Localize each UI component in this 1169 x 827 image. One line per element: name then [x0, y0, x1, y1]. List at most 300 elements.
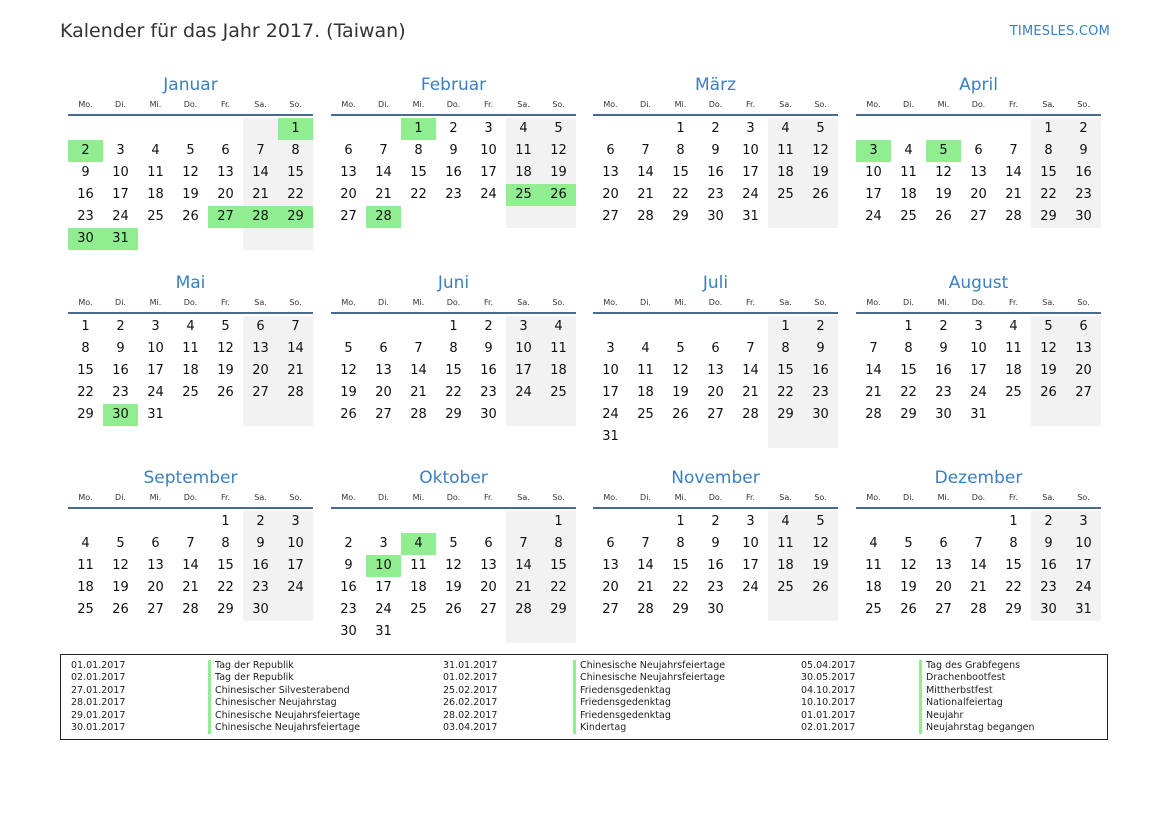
- weekday-label: Do.: [708, 493, 723, 502]
- day-cell: 8: [414, 143, 423, 158]
- weekday-label: Di.: [115, 100, 126, 109]
- empty-cell: [471, 511, 506, 533]
- day-cell: 30: [1066, 206, 1101, 228]
- day-cell: 7: [186, 536, 195, 551]
- empty-cell: [173, 404, 208, 426]
- day-cell: 22: [672, 187, 689, 202]
- day-cell: 22: [278, 184, 313, 206]
- day-cell: 6: [974, 143, 983, 158]
- empty-cell: [926, 511, 961, 533]
- weekday-label: Do.: [446, 493, 461, 502]
- day-cell: 4: [869, 536, 878, 551]
- day-grid: [331, 316, 576, 426]
- weekday-label: Do.: [183, 493, 198, 502]
- month-block: [856, 72, 1101, 228]
- day-cell: 4: [1009, 319, 1018, 334]
- weekday-label: Mi.: [937, 100, 950, 109]
- month-name: März: [695, 75, 736, 95]
- weekday-label: Di.: [903, 298, 914, 307]
- day-cell: 14: [637, 558, 654, 573]
- day-cell: 2: [243, 511, 278, 533]
- empty-cell: [138, 118, 173, 140]
- day-cell: 7: [414, 341, 423, 356]
- day-cell: 14: [1005, 165, 1022, 180]
- day-cell: 20: [243, 360, 278, 382]
- day-cell: 12: [900, 558, 917, 573]
- empty-cell: [926, 118, 961, 140]
- weekday-label: Di.: [378, 298, 389, 307]
- day-cell: 7: [746, 341, 755, 356]
- weekday-label: Mo.: [603, 298, 618, 307]
- weekday-label: So.: [1077, 298, 1090, 307]
- day-cell: 28: [970, 602, 987, 617]
- day-cell: 20: [375, 385, 392, 400]
- day-cell: 17: [970, 363, 987, 378]
- day-cell: 19: [541, 162, 576, 184]
- day-cell: 27: [375, 407, 392, 422]
- empty-cell: [173, 228, 208, 250]
- empty-cell: [103, 118, 138, 140]
- day-cell: 10: [602, 363, 619, 378]
- day-cell: 23: [340, 602, 357, 617]
- day-cell: 21: [182, 580, 199, 595]
- day-cell: 28: [182, 602, 199, 617]
- weekday-header: [331, 98, 576, 116]
- day-cell: 6: [939, 536, 948, 551]
- empty-cell: [331, 316, 366, 338]
- day-cell: 30: [1031, 599, 1066, 621]
- day-cell: 25: [768, 184, 803, 206]
- legend-date: 29.01.2017: [71, 709, 126, 721]
- day-cell: 21: [506, 577, 541, 599]
- day-cell: 21: [865, 385, 882, 400]
- legend-holiday-name: Neujahrstag begangen: [919, 722, 1035, 734]
- day-cell: 14: [506, 555, 541, 577]
- day-cell: 3: [974, 319, 983, 334]
- legend-holiday-name: Friedensgedenktag: [573, 710, 725, 722]
- day-cell: 9: [939, 341, 948, 356]
- day-cell: 18: [768, 162, 803, 184]
- legend-holiday-name: Friedensgedenktag: [573, 685, 725, 697]
- empty-cell: [541, 206, 576, 228]
- legend-holiday-name: Tag der Republik: [208, 660, 360, 672]
- day-cell: 24: [970, 385, 987, 400]
- empty-cell: [733, 426, 768, 448]
- empty-cell: [138, 511, 173, 533]
- weekday-label: Do.: [971, 298, 986, 307]
- day-cell: 16: [707, 558, 724, 573]
- day-cell: 18: [1005, 363, 1022, 378]
- empty-cell: [541, 404, 576, 426]
- weekday-label: Mi.: [937, 493, 950, 502]
- day-cell: 27: [480, 602, 497, 617]
- empty-cell: [401, 316, 436, 338]
- day-cell: 21: [243, 184, 278, 206]
- empty-cell: [733, 599, 768, 621]
- day-cell: 22: [1005, 580, 1022, 595]
- day-cell: 21: [278, 360, 313, 382]
- day-cell: 26: [935, 209, 952, 224]
- day-cell: 28: [742, 407, 759, 422]
- day-cell: 15: [445, 363, 462, 378]
- day-cell: 15: [1005, 558, 1022, 573]
- empty-cell: [436, 206, 471, 228]
- day-cell: 7: [243, 140, 278, 162]
- day-cell: 3: [606, 341, 615, 356]
- day-cell: 14: [970, 558, 987, 573]
- brand-link[interactable]: TIMESLES.COM: [1009, 24, 1110, 39]
- month-name: Oktober: [419, 468, 488, 488]
- day-cell: 16: [935, 363, 952, 378]
- day-cell: 12: [112, 558, 129, 573]
- legend-name-column: [208, 660, 360, 734]
- day-cell: 17: [278, 555, 313, 577]
- weekday-label: Fr.: [745, 493, 756, 502]
- day-cell: 11: [541, 338, 576, 360]
- weekday-label: Mo.: [341, 100, 356, 109]
- legend-date: 04.10.2017: [801, 684, 856, 696]
- day-cell: 28: [243, 206, 278, 228]
- day-cell: 27: [707, 407, 724, 422]
- weekday-label: Fr.: [483, 100, 494, 109]
- day-cell: 7: [641, 143, 650, 158]
- day-cell: 30: [707, 602, 724, 617]
- empty-cell: [856, 316, 891, 338]
- day-grid: [68, 118, 313, 250]
- day-cell: 22: [410, 187, 427, 202]
- weekday-label: So.: [289, 493, 302, 502]
- day-cell: 17: [1066, 555, 1101, 577]
- empty-cell: [891, 118, 926, 140]
- weekday-label: Sa.: [1042, 298, 1055, 307]
- day-cell: 23: [112, 385, 129, 400]
- day-cell: 31: [970, 407, 987, 422]
- legend-date-column: [71, 660, 125, 734]
- day-cell: 2: [68, 140, 103, 162]
- empty-cell: [961, 118, 996, 140]
- month-block: [856, 270, 1101, 426]
- empty-cell: [593, 316, 628, 338]
- day-cell: 14: [182, 558, 199, 573]
- day-cell: 2: [449, 121, 458, 136]
- empty-cell: [331, 118, 366, 140]
- legend-holiday-name: Neujahr: [919, 710, 1035, 722]
- day-cell: 4: [541, 316, 576, 338]
- day-cell: 13: [340, 165, 357, 180]
- day-cell: 25: [900, 209, 917, 224]
- month-block: [593, 270, 838, 448]
- day-cell: 2: [939, 319, 948, 334]
- empty-cell: [803, 599, 838, 621]
- day-cell: 5: [803, 118, 838, 140]
- day-cell: 21: [375, 187, 392, 202]
- day-cell: 1: [221, 514, 230, 529]
- day-cell: 21: [970, 580, 987, 595]
- day-cell: 28: [366, 206, 401, 228]
- empty-cell: [331, 511, 366, 533]
- day-cell: 29: [541, 599, 576, 621]
- day-cell: 26: [182, 209, 199, 224]
- day-cell: 19: [900, 580, 917, 595]
- day-cell: 12: [803, 140, 838, 162]
- day-cell: 9: [81, 165, 90, 180]
- day-cell: 24: [1066, 577, 1101, 599]
- empty-cell: [1031, 404, 1066, 426]
- day-cell: 6: [243, 316, 278, 338]
- empty-cell: [243, 404, 278, 426]
- weekday-label: Mi.: [674, 298, 687, 307]
- empty-cell: [366, 511, 401, 533]
- day-cell: 23: [803, 382, 838, 404]
- weekday-label: Di.: [903, 100, 914, 109]
- weekday-label: Mi.: [674, 493, 687, 502]
- day-cell: 14: [865, 363, 882, 378]
- weekday-label: Mi.: [149, 298, 162, 307]
- day-cell: 24: [742, 580, 759, 595]
- empty-cell: [628, 511, 663, 533]
- day-cell: 20: [602, 580, 619, 595]
- day-cell: 12: [182, 165, 199, 180]
- day-cell: 20: [147, 580, 164, 595]
- day-cell: 26: [541, 184, 576, 206]
- day-cell: 6: [151, 536, 160, 551]
- day-cell: 27: [243, 382, 278, 404]
- day-cell: 18: [541, 360, 576, 382]
- day-cell: 18: [865, 580, 882, 595]
- day-cell: 19: [112, 580, 129, 595]
- day-cell: 3: [746, 514, 755, 529]
- day-cell: 6: [221, 143, 230, 158]
- empty-cell: [593, 511, 628, 533]
- day-cell: 6: [711, 341, 720, 356]
- day-cell: 24: [742, 187, 759, 202]
- day-cell: 6: [1066, 316, 1101, 338]
- day-grid: [593, 511, 838, 621]
- day-cell: 2: [116, 319, 125, 334]
- weekday-label: Mo.: [866, 100, 881, 109]
- empty-cell: [366, 118, 401, 140]
- day-cell: 15: [672, 165, 689, 180]
- empty-cell: [436, 621, 471, 643]
- day-cell: 8: [541, 533, 576, 555]
- weekday-label: So.: [289, 100, 302, 109]
- day-cell: 23: [243, 577, 278, 599]
- day-cell: 10: [278, 533, 313, 555]
- day-cell: 20: [970, 187, 987, 202]
- legend-holiday-name: Chinesische Neujahrsfeiertage: [208, 722, 360, 734]
- day-cell: 18: [77, 580, 94, 595]
- day-cell: 16: [340, 580, 357, 595]
- day-cell: 29: [1005, 602, 1022, 617]
- legend-holiday-name: Chinesische Neujahrsfeiertage: [573, 672, 725, 684]
- weekday-label: Sa.: [1042, 493, 1055, 502]
- legend-date: 02.01.2017: [71, 672, 126, 684]
- day-cell: 2: [1066, 118, 1101, 140]
- empty-cell: [733, 316, 768, 338]
- day-cell: 18: [900, 187, 917, 202]
- day-cell: 17: [480, 165, 497, 180]
- day-grid: [331, 511, 576, 643]
- day-cell: 5: [449, 536, 458, 551]
- weekday-label: Mo.: [603, 493, 618, 502]
- day-cell: 21: [637, 187, 654, 202]
- day-cell: 26: [340, 407, 357, 422]
- day-cell: 8: [1031, 140, 1066, 162]
- day-cell: 3: [116, 143, 125, 158]
- empty-cell: [243, 118, 278, 140]
- empty-cell: [278, 404, 313, 426]
- day-cell: 1: [541, 511, 576, 533]
- legend-date: 31.01.2017: [443, 660, 498, 671]
- day-cell: 5: [926, 140, 961, 162]
- day-cell: 25: [1005, 385, 1022, 400]
- day-cell: 4: [768, 118, 803, 140]
- month-name: Januar: [163, 75, 218, 95]
- weekday-label: Fr.: [1008, 100, 1019, 109]
- legend-date: 27.01.2017: [71, 684, 126, 696]
- day-cell: 10: [480, 143, 497, 158]
- day-cell: 26: [900, 602, 917, 617]
- day-cell: 13: [970, 165, 987, 180]
- empty-cell: [103, 511, 138, 533]
- legend-date: 03.04.2017: [443, 721, 498, 733]
- day-cell: 9: [711, 143, 720, 158]
- weekday-label: Do.: [183, 100, 198, 109]
- weekday-label: Fr.: [220, 493, 231, 502]
- day-cell: 12: [217, 341, 234, 356]
- weekday-label: Sa.: [254, 100, 267, 109]
- day-cell: 10: [865, 165, 882, 180]
- weekday-label: Di.: [378, 493, 389, 502]
- day-cell: 22: [1031, 184, 1066, 206]
- empty-cell: [768, 206, 803, 228]
- day-cell: 22: [768, 382, 803, 404]
- day-cell: 12: [803, 533, 838, 555]
- day-cell: 15: [77, 363, 94, 378]
- day-cell: 30: [707, 209, 724, 224]
- day-cell: 2: [484, 319, 493, 334]
- day-cell: 7: [974, 536, 983, 551]
- day-cell: 8: [768, 338, 803, 360]
- day-cell: 22: [900, 385, 917, 400]
- day-cell: 29: [445, 407, 462, 422]
- day-cell: 4: [186, 319, 195, 334]
- day-cell: 14: [742, 363, 759, 378]
- day-cell: 6: [606, 143, 615, 158]
- day-cell: 6: [379, 341, 388, 356]
- day-cell: 19: [340, 385, 357, 400]
- day-cell: 3: [151, 319, 160, 334]
- empty-cell: [961, 511, 996, 533]
- weekday-label: Fr.: [220, 298, 231, 307]
- day-cell: 27: [970, 209, 987, 224]
- page-title: Kalender für das Jahr 2017. (Taiwan): [60, 20, 406, 42]
- day-cell: 15: [768, 360, 803, 382]
- day-cell: 25: [182, 385, 199, 400]
- month-block: [856, 465, 1101, 621]
- day-cell: 8: [1009, 536, 1018, 551]
- day-cell: 26: [445, 602, 462, 617]
- day-cell: 20: [602, 187, 619, 202]
- legend-holiday-name: Drachenbootfest: [919, 672, 1035, 684]
- day-cell: 28: [637, 209, 654, 224]
- legend-date: 01.01.2017: [801, 709, 856, 721]
- day-cell: 11: [182, 341, 199, 356]
- day-cell: 16: [707, 165, 724, 180]
- day-cell: 18: [147, 187, 164, 202]
- day-cell: 10: [112, 165, 129, 180]
- day-cell: 7: [869, 341, 878, 356]
- day-cell: 11: [506, 140, 541, 162]
- day-cell: 31: [103, 228, 138, 250]
- weekday-label: Di.: [640, 100, 651, 109]
- empty-cell: [628, 118, 663, 140]
- day-cell: 12: [541, 140, 576, 162]
- day-cell: 8: [676, 536, 685, 551]
- day-cell: 25: [541, 382, 576, 404]
- weekday-label: Fr.: [483, 493, 494, 502]
- weekday-label: Mi.: [412, 100, 425, 109]
- day-cell: 31: [147, 407, 164, 422]
- day-cell: 19: [803, 555, 838, 577]
- month-block: [68, 270, 313, 426]
- day-cell: 7: [278, 316, 313, 338]
- day-cell: 29: [278, 206, 313, 228]
- empty-cell: [401, 511, 436, 533]
- day-cell: 23: [1066, 184, 1101, 206]
- legend-date: 01.01.2017: [71, 660, 126, 671]
- day-cell: 10: [506, 338, 541, 360]
- day-cell: 17: [147, 363, 164, 378]
- day-cell: 15: [541, 555, 576, 577]
- day-cell: 13: [147, 558, 164, 573]
- day-cell: 13: [480, 558, 497, 573]
- day-cell: 24: [278, 577, 313, 599]
- day-cell: 2: [344, 536, 353, 551]
- day-cell: 23: [1031, 577, 1066, 599]
- weekday-label: Mo.: [341, 493, 356, 502]
- holiday-legend: [60, 654, 1108, 740]
- legend-name-column: [573, 660, 725, 734]
- day-grid: [856, 316, 1101, 426]
- empty-cell: [698, 316, 733, 338]
- day-cell: 26: [217, 385, 234, 400]
- day-cell: 16: [77, 187, 94, 202]
- day-cell: 14: [637, 165, 654, 180]
- day-cell: 9: [711, 536, 720, 551]
- day-cell: 23: [480, 385, 497, 400]
- day-cell: 17: [865, 187, 882, 202]
- day-cell: 9: [116, 341, 125, 356]
- day-cell: 30: [103, 404, 138, 426]
- month-block: [331, 72, 576, 228]
- day-cell: 6: [606, 536, 615, 551]
- day-cell: 19: [803, 162, 838, 184]
- weekday-header: [856, 296, 1101, 314]
- day-cell: 2: [711, 514, 720, 529]
- weekday-label: Di.: [378, 100, 389, 109]
- weekday-label: Fr.: [1008, 298, 1019, 307]
- day-cell: 14: [375, 165, 392, 180]
- day-cell: 1: [1009, 514, 1018, 529]
- day-grid: [68, 316, 313, 426]
- day-cell: 13: [935, 558, 952, 573]
- weekday-label: So.: [552, 100, 565, 109]
- empty-cell: [208, 228, 243, 250]
- empty-cell: [68, 118, 103, 140]
- day-cell: 20: [935, 580, 952, 595]
- legend-date: 01.02.2017: [443, 672, 498, 684]
